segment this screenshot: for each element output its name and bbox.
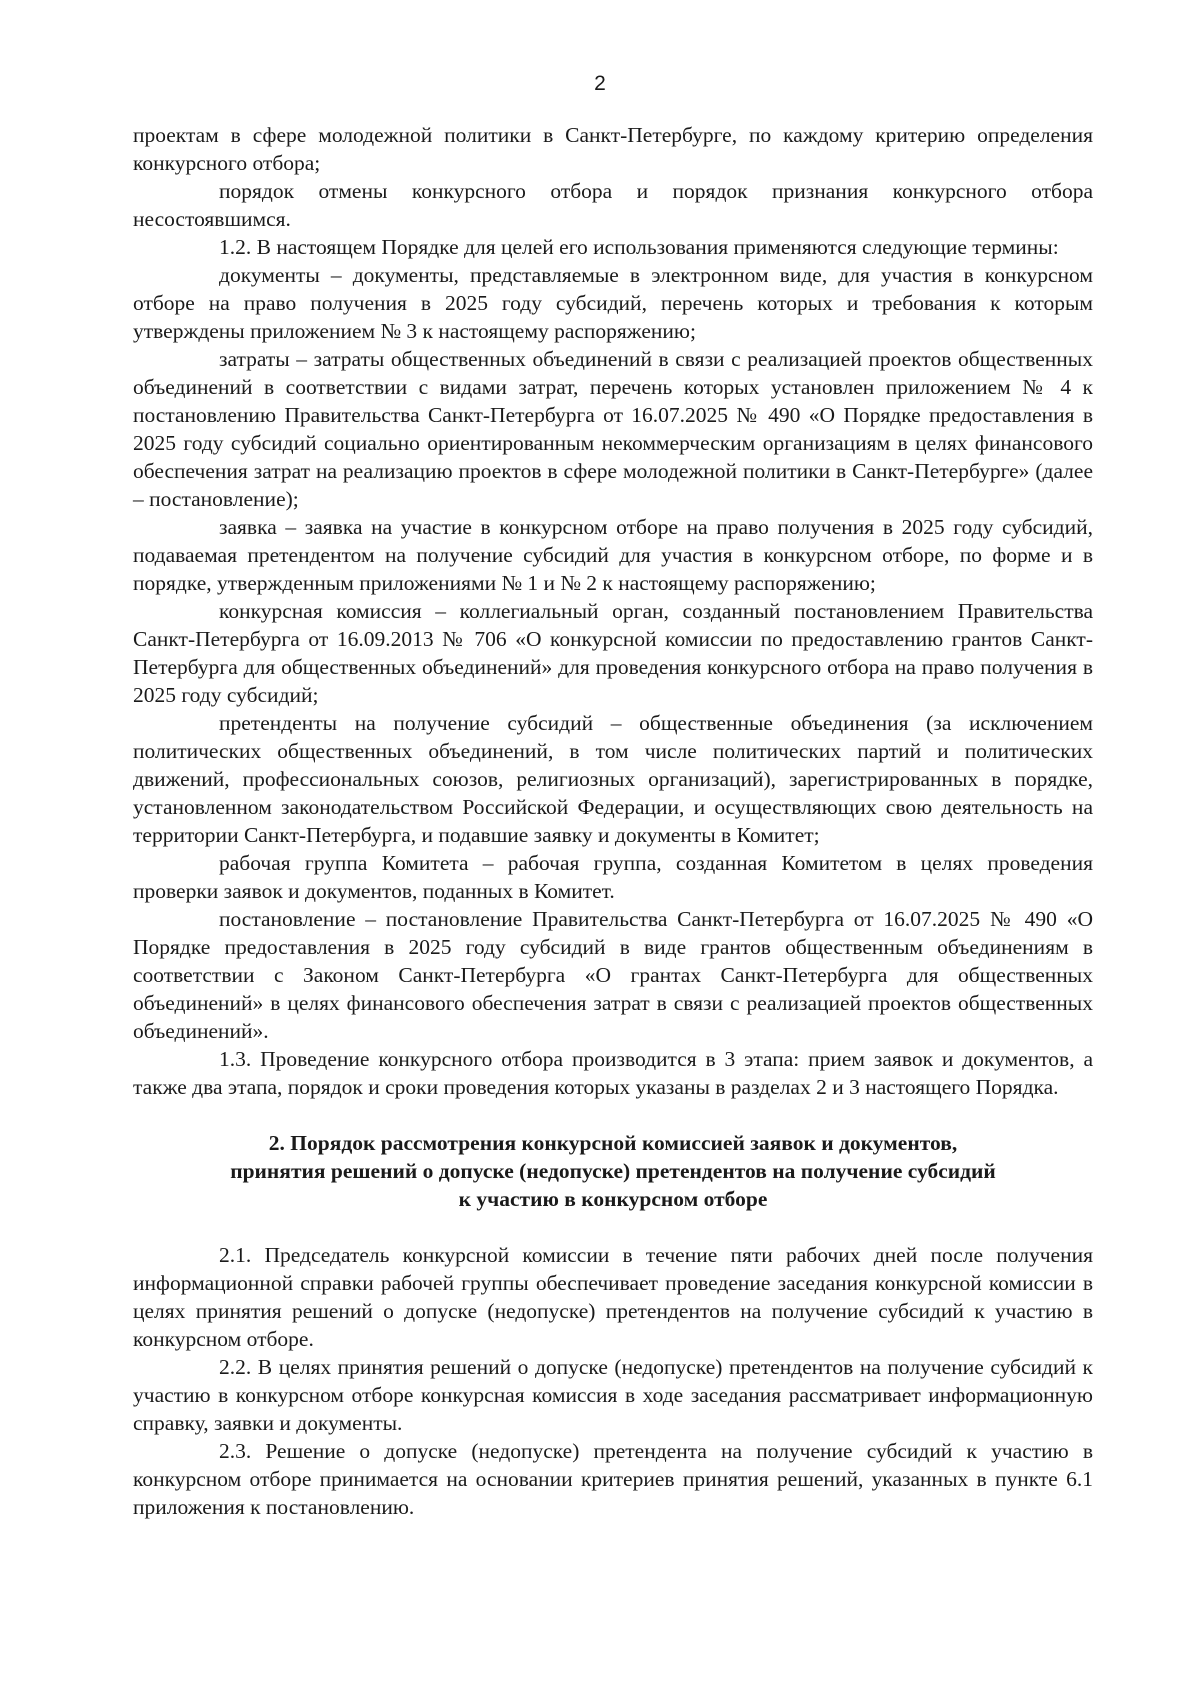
paragraph: заявка – заявка на участие в конкурсном отборе на право получения в 2025 году субсидий, подаваемая претендентом на получение субсидий для участия в конкурсном отборе, по форме и в порядке, утвержденным приложениями № 1 и № 2 к настоящему распоряжению;	[133, 515, 1093, 595]
section-heading-line: к участию в конкурсном отборе	[458, 1187, 768, 1211]
paragraph: рабочая группа Комитета – рабочая группа, созданная Комитетом в целях проведения проверки заявок и документов, поданных в Комитет.	[133, 851, 1093, 903]
paragraph: 1.2. В настоящем Порядке для целей его использования применяются следующие термины:	[219, 235, 1059, 259]
section-heading-line: принятия решений о допуске (недопуске) претендентов на получение субсидий	[230, 1159, 996, 1183]
paragraph: 2.3. Решение о допуске (недопуске) претендента на получение субсидий к участию в конкурсном отборе принимается на основании критериев принятия решений, указанных в пункте 6.1 приложения к постановлению.	[133, 1439, 1093, 1519]
section-heading	[133, 1129, 1093, 1213]
document-body	[133, 121, 1093, 1521]
paragraph: 2.1. Председатель конкурсной комиссии в течение пяти рабочих дней после получения информационной справки рабочей группы обеспечивает проведение заседания конкурсной комиссии в целях принятия решений о допуске (недопуске) претендентов на получение субсидий к участию в конкурсном отборе.	[133, 1243, 1093, 1351]
paragraphs-before-section	[133, 121, 1093, 1101]
paragraph: затраты – затраты общественных объединений в связи с реализацией проектов общественных объединений в соответствии с видами затрат, перечень которых установлен приложением № 4 к постановлению Правительства Санкт-Петербурга от 16.07.2025 № 490 «О Порядке предоставления в 2025 году субсидий социально ориентированным некоммерческим организациям в целях финансового обеспечения затрат на реализацию проектов в сфере молодежной политики в Санкт-Петербурге» (далее – постановление);	[133, 347, 1093, 511]
paragraph: 1.3. Проведение конкурсного отбора производится в 3 этапа: прием заявок и документов, а также два этапа, порядок и сроки проведения которых указаны в разделах 2 и 3 настоящего Порядка.	[133, 1047, 1093, 1099]
paragraph: постановление – постановление Правительства Санкт-Петербурга от 16.07.2025 № 490 «О Порядке предоставления в 2025 году субсидий в виде грантов общественным объединениям в соответствии с Законом Санкт-Петербурга «О грантах Санкт-Петербурга для общественных объединений» в целях финансового обеспечения затрат в связи с реализацией проектов общественных объединений».	[133, 907, 1093, 1043]
paragraph: проектам в сфере молодежной политики в Санкт-Петербурге, по каждому критерию определения конкурсного отбора;	[133, 123, 1093, 175]
paragraph: конкурсная комиссия – коллегиальный орган, созданный постановлением Правительства Санкт-Петербурга от 16.09.2013 № 706 «О конкурсной комиссии по предоставлению грантов Санкт-Петербурга для общественных объединений» для проведения конкурсного отбора на право получения в 2025 году субсидий;	[133, 599, 1093, 707]
page-number: 2	[594, 72, 606, 95]
section-heading-line: 2. Порядок рассмотрения конкурсной комиссией заявок и документов,	[268, 1131, 958, 1155]
paragraph: документы – документы, представляемые в электронном виде, для участия в конкурсном отборе на право получения в 2025 году субсидий, перечень которых и требования к которым утверждены приложением № 3 к настоящему распоряжению;	[133, 263, 1093, 343]
paragraph: претенденты на получение субсидий – общественные объединения (за исключением политических общественных объединений, в том числе политических партий и политических движений, профессиональных союзов, религиозных организаций), зарегистрированных в порядке, установленном законодательством Российской Федерации, и осуществляющих свою деятельность на территории Санкт-Петербурга, и подавшие заявку и документы в Комитет;	[133, 711, 1093, 847]
paragraph: 2.2. В целях принятия решений о допуске (недопуске) претендентов на получение субсидий к участию в конкурсном отборе конкурсная комиссия в ходе заседания рассматривает информационную справку, заявки и документы.	[133, 1355, 1093, 1435]
paragraphs-after-section	[133, 1241, 1093, 1521]
paragraph: порядок отмены конкурсного отбора и порядок признания конкурсного отбора несостоявшимся.	[133, 179, 1093, 231]
